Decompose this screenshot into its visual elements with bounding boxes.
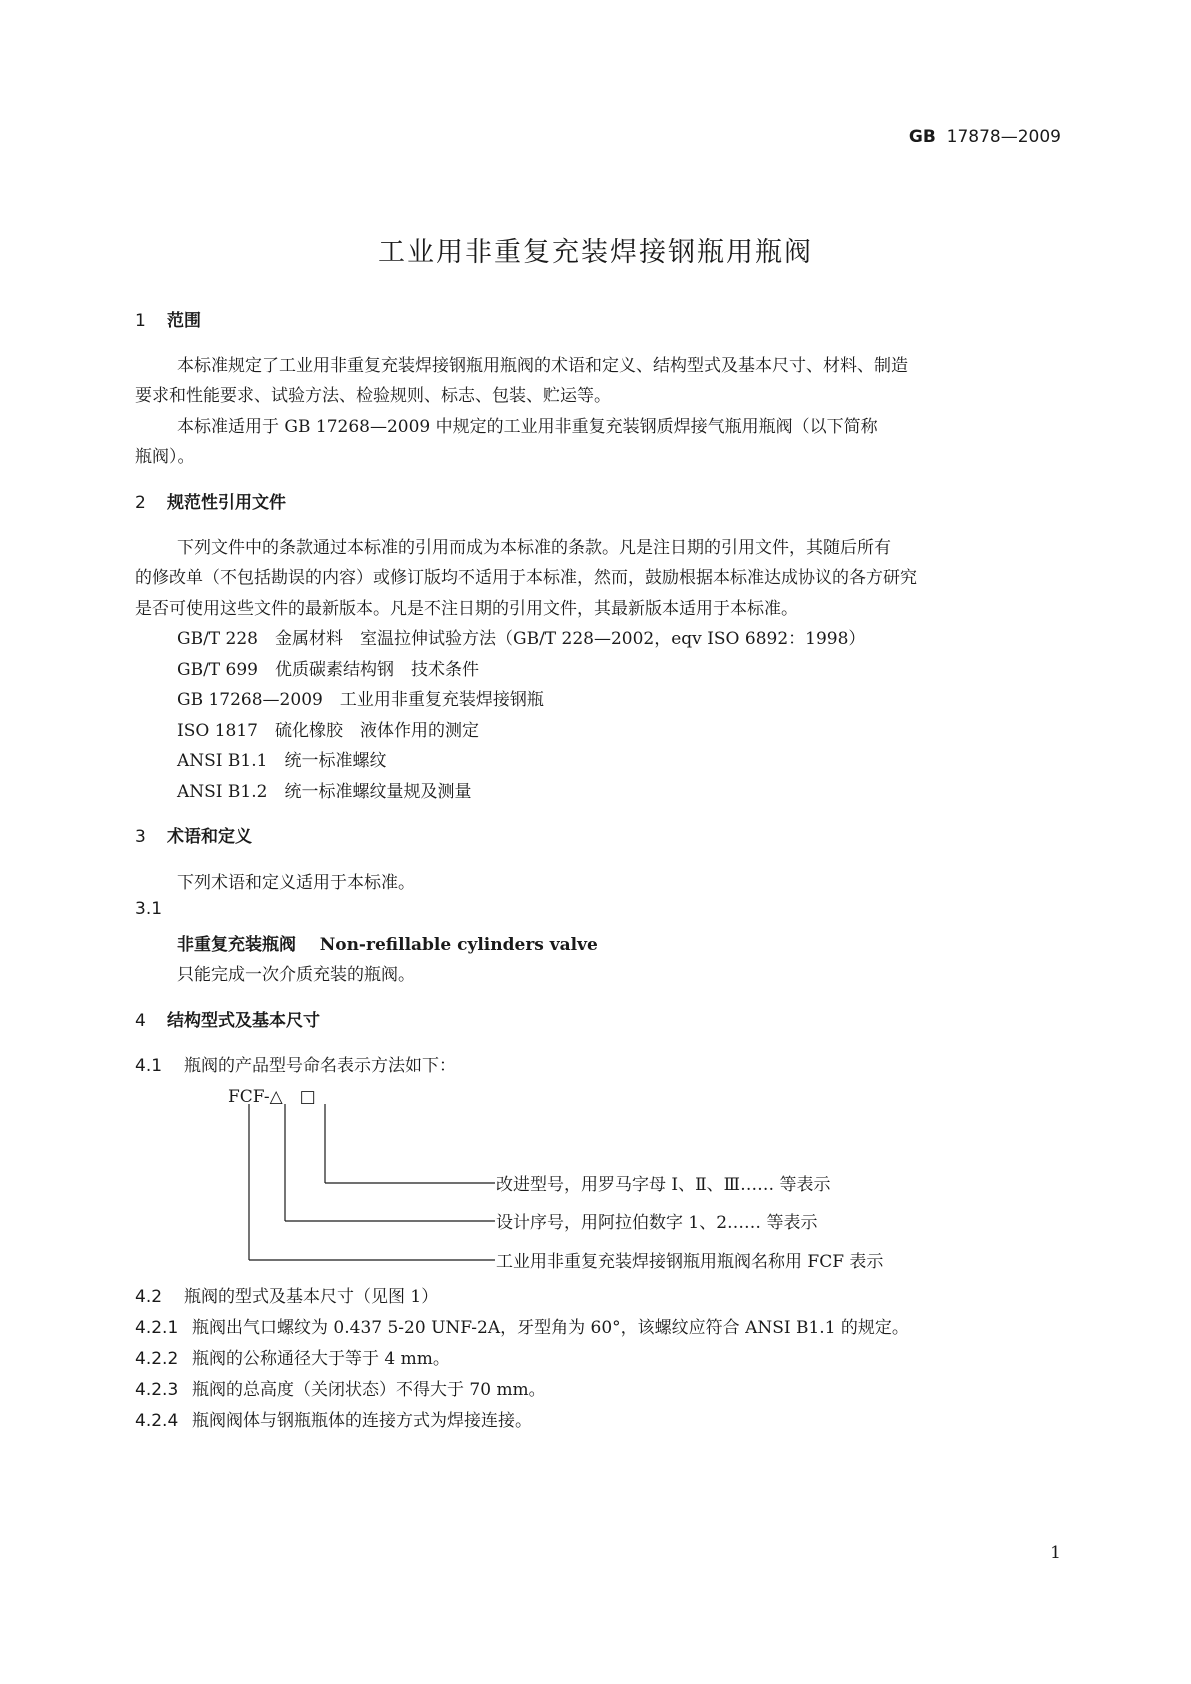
reference-item: ANSI B1.2 统一标准螺纹量规及测量 <box>177 782 472 802</box>
clause-3-1-number: 3.1 <box>135 899 163 919</box>
s1-para2-line2: 瓶阀）。 <box>135 447 195 467</box>
document-title: 工业用非重复充装焊接钢瓶用瓶阀 <box>378 237 813 268</box>
s2-para-line3: 是否可使用这些文件的最新版本。凡是不注日期的引用文件，其最新版本适用于本标准。 <box>135 599 798 619</box>
term-english: Non-refillable cylinders valve <box>319 935 598 955</box>
reference-item: GB/T 699 优质碳素结构钢 技术条件 <box>177 660 479 680</box>
clause-text: 瓶阀的产品型号命名表示方法如下： <box>184 1056 456 1076</box>
clause-number: 4.2.4 <box>135 1411 179 1431</box>
section-number: 1 <box>135 311 146 331</box>
s1-para1-line2: 要求和性能要求、试验方法、检验规则、标志、包装、贮运等。 <box>135 386 611 406</box>
reference-item: GB/T 228 金属材料 室温拉伸试验方法（GB/T 228—2002，eqv ISO 6892：1998） <box>177 629 866 649</box>
diagram-label-name: 工业用非重复充装焊接钢瓶用瓶阀名称用 FCF 表示 <box>496 1252 884 1272</box>
clause-4-2 <box>135 1282 438 1307</box>
section-title: 结构型式及基本尺寸 <box>167 1011 320 1031</box>
clause-number: 4.1 <box>135 1056 163 1076</box>
s2-para-line1: 下列文件中的条款通过本标准的引用而成为本标准的条款。凡是注日期的引用文件，其随后所有 <box>177 538 891 558</box>
clause-number: 4.2.3 <box>135 1380 179 1400</box>
term-definition: 只能完成一次介质充装的瓶阀。 <box>177 965 415 985</box>
section-number: 2 <box>135 493 146 513</box>
section-number: 3 <box>135 827 146 847</box>
s1-para2-line1: 本标准适用于 GB 17268—2009 中规定的工业用非重复充装钢质焊接气瓶用瓶阀（以下简称 <box>177 417 878 437</box>
standard-number: 17878—2009 <box>946 127 1061 147</box>
standard-prefix: GB <box>908 127 936 147</box>
reference-item: GB 17268—2009 工业用非重复充装焊接钢瓶 <box>177 690 544 710</box>
diagram-label-improvement: 改进型号，用罗马字母 Ⅰ、Ⅱ、Ⅲ…… 等表示 <box>496 1175 831 1195</box>
s3-intro: 下列术语和定义适用于本标准。 <box>177 873 415 893</box>
section-number: 4 <box>135 1011 146 1031</box>
section-title: 规范性引用文件 <box>167 493 286 513</box>
s2-para-line2: 的修改单（不包括勘误的内容）或修订版均不适用于本标准，然而，鼓励根据本标准达成协议的各方研究 <box>135 568 917 588</box>
section-title: 范围 <box>167 311 201 331</box>
clause-number: 4.2.2 <box>135 1349 179 1369</box>
clause-text: 瓶阀的总高度（关闭状态）不得大于 70 mm。 <box>192 1380 546 1400</box>
clause-text: 瓶阀的型式及基本尺寸（见图 1） <box>184 1287 439 1307</box>
clause-4-2-1 <box>135 1313 909 1338</box>
page-number: 1 <box>1050 1543 1061 1563</box>
clause-4-2-2 <box>135 1344 450 1369</box>
clause-text: 瓶阀阀体与钢瓶瓶体的连接方式为焊接连接。 <box>192 1411 532 1431</box>
clause-number: 4.2.1 <box>135 1318 179 1338</box>
section-title: 术语和定义 <box>167 827 252 847</box>
clause-text: 瓶阀出气口螺纹为 0.437 5-20 UNF-2A，牙型角为 60°，该螺纹应符合 ANSI B1.1 的规定。 <box>192 1318 909 1338</box>
reference-item: ANSI B1.1 统一标准螺纹 <box>177 751 387 771</box>
model-code: FCF-△ □ <box>228 1087 316 1107</box>
diagram-label-design-seq: 设计序号，用阿拉伯数字 1、2…… 等表示 <box>496 1213 818 1233</box>
clause-number: 4.2 <box>135 1287 163 1307</box>
clause-4-2-4 <box>135 1406 532 1431</box>
s1-para1-line1: 本标准规定了工业用非重复充装焊接钢瓶用瓶阀的术语和定义、结构型式及基本尺寸、材料、制造 <box>177 356 908 376</box>
clause-4-2-3 <box>135 1375 546 1400</box>
reference-item: ISO 1817 硫化橡胶 液体作用的测定 <box>177 721 479 741</box>
clause-text: 瓶阀的公称通径大于等于 4 mm。 <box>192 1349 450 1369</box>
term-chinese: 非重复充装瓶阀 <box>177 935 296 955</box>
